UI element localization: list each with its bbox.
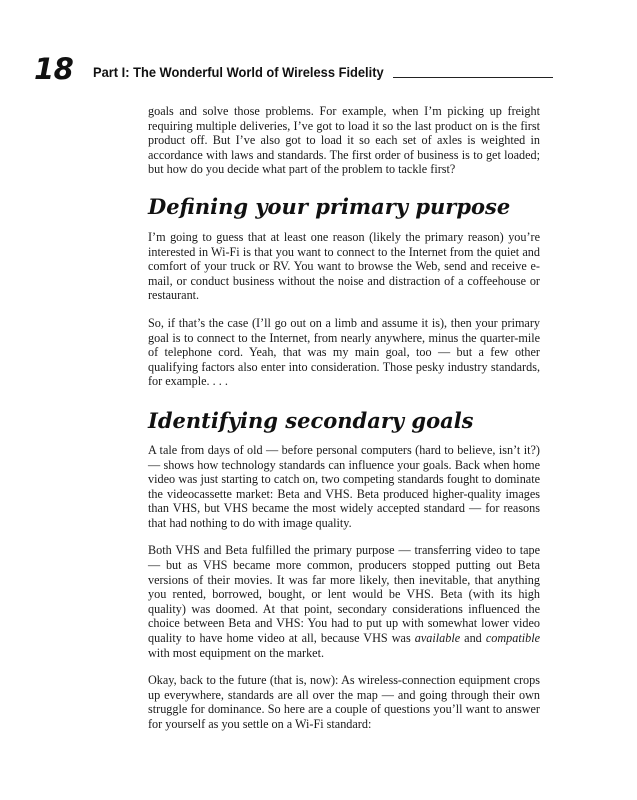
emphasis-compatible: compatible bbox=[485, 631, 540, 646]
page-content bbox=[148, 104, 540, 745]
running-head bbox=[93, 64, 553, 80]
intro-paragraph: goals and solve those problems. For example, when I’m picking up freight requiring multiple deliveries, I’ve got to load it so the last product on is the first product off. But I’ve also got to load it so each set of axles is weighted in accordance with laws and standards. The first order of business is to get loaded; but how do you decide what part of the problem to tackle first? bbox=[148, 104, 540, 177]
running-head-rule bbox=[393, 77, 553, 78]
section2-paragraph-2 bbox=[148, 543, 540, 660]
section2-paragraph-1: A tale from days of old — before personal computers (hard to believe, isn’t it?) — shows how technology standards can influence your goals. Back when home video was just starting to catch on, two competing standards fought to dominate the videocassette market: Beta and VHS. Beta produced higher-quality images than VHS, but VHS became the most widely accepted standard — for reasons that had nothing to do with image quality. bbox=[148, 442, 540, 530]
section2-paragraph-3: Okay, back to the future (that is, now): As wireless-connection equipment crops up everywhere, standards are all over the map — and going through their own struggle for dominance. So here are a couple of questions you’ll want to answer for yourself as you settle on a Wi-Fi standard: bbox=[148, 673, 540, 731]
paragraph-text: Both VHS and Beta fulfilled the primary purpose — transferring video to tape — but as VHS became more common, producers stopped putting out Beta versions of their movies. It was far more likely, then inevitable, that anything you rented, borrowed, bought, or lent would be VHS. Beta (with its high quality) was doomed. At that point, secondary considerations influenced the choice between Beta and VHS: You had to put up with somewhat lower video quality to have home video at all, because VHS was bbox=[148, 543, 540, 646]
paragraph-text: and bbox=[460, 631, 486, 646]
paragraph-text: with most equipment on the market. bbox=[148, 645, 325, 660]
section-heading-secondary-goals: Identifying secondary goals bbox=[148, 407, 474, 433]
emphasis-available: available bbox=[414, 631, 461, 646]
section1-paragraph-2: So, if that’s the case (I’ll go out on a limb and assume it is), then your primary goal is to connect to the Internet, from nearly anywhere, minus the quarter-mile of telephone cord. Yeah, that was my main goal, too — but a few other qualifying factors also enter into consideration. Those pesky industry standards, for example. . . . bbox=[148, 315, 540, 389]
page-number: 18 bbox=[34, 52, 74, 86]
section1-paragraph-1: I’m going to guess that at least one reason (likely the primary reason) you’re interested in Wi-Fi is that you want to connect to the Internet from the quiet and comfort of your truck or RV. You want to browse the Web, send and receive e-mail, or conduct business without the noise and distraction of a coffeehouse or restaurant. bbox=[148, 229, 540, 303]
section-heading-primary-purpose: Defining your primary purpose bbox=[148, 193, 511, 219]
running-head-title: Part I: The Wonderful World of Wireless Fidelity bbox=[93, 64, 384, 80]
